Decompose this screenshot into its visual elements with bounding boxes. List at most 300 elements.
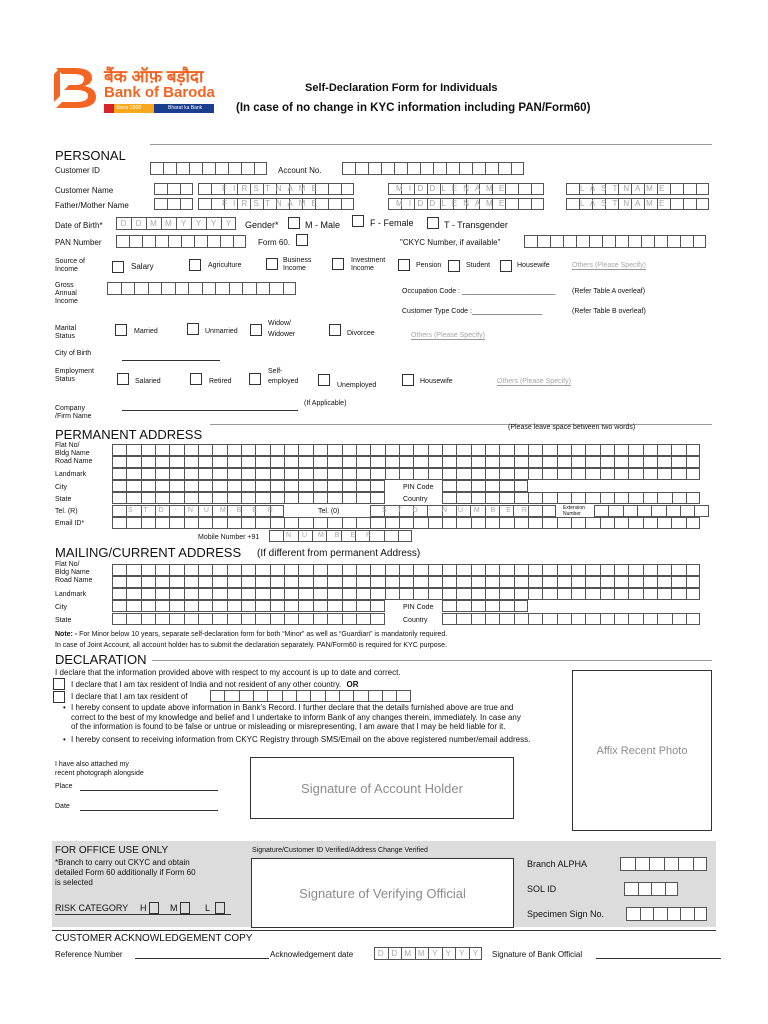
char-cell[interactable] — [600, 564, 614, 576]
char-cell[interactable] — [485, 613, 499, 625]
char-cell[interactable] — [542, 564, 556, 576]
date-line[interactable] — [80, 810, 218, 811]
char-cell[interactable] — [141, 564, 155, 576]
char-cell[interactable] — [227, 480, 241, 492]
char-cell[interactable] — [456, 600, 470, 612]
char-cell[interactable] — [600, 444, 614, 456]
char-cell[interactable] — [413, 456, 427, 468]
salaried-checkbox[interactable] — [117, 373, 129, 385]
char-cell[interactable] — [643, 588, 657, 600]
char-cell[interactable] — [683, 198, 696, 210]
char-cell[interactable] — [184, 613, 198, 625]
char-cell[interactable] — [241, 576, 255, 588]
char-cell[interactable] — [254, 162, 267, 175]
char-cell[interactable] — [628, 517, 642, 529]
char-cell[interactable] — [385, 468, 399, 480]
char-cell[interactable] — [514, 480, 528, 492]
char-cell[interactable] — [270, 588, 284, 600]
char-cell[interactable] — [670, 198, 683, 210]
char-cell[interactable] — [270, 576, 284, 588]
char-cell[interactable] — [385, 456, 399, 468]
char-cell[interactable] — [456, 613, 470, 625]
char-cell[interactable] — [442, 444, 456, 456]
char-cell[interactable] — [505, 183, 518, 195]
char-cell[interactable] — [155, 492, 169, 504]
char-cell[interactable] — [227, 564, 241, 576]
char-cell[interactable] — [141, 600, 155, 612]
char-cell[interactable] — [313, 492, 327, 504]
char-cell[interactable] — [169, 576, 183, 588]
pension-checkbox[interactable] — [398, 259, 410, 271]
char-cell[interactable] — [270, 480, 284, 492]
char-cell[interactable] — [385, 444, 399, 456]
char-cell[interactable] — [643, 613, 657, 625]
char-cell[interactable] — [585, 588, 599, 600]
char-cell[interactable] — [628, 613, 642, 625]
char-cell[interactable] — [600, 613, 614, 625]
unemployed-checkbox[interactable] — [318, 374, 330, 386]
char-cell[interactable] — [589, 235, 602, 248]
char-cell[interactable] — [471, 564, 485, 576]
risk-l-box[interactable] — [215, 902, 225, 914]
char-cell[interactable] — [370, 613, 384, 625]
char-cell[interactable] — [456, 456, 470, 468]
char-cell[interactable] — [188, 282, 202, 295]
char-cell[interactable] — [198, 588, 212, 600]
char-cell[interactable] — [667, 907, 681, 921]
char-cell[interactable] — [671, 564, 685, 576]
char-cell[interactable] — [155, 480, 169, 492]
char-cell[interactable] — [202, 282, 216, 295]
specimen-field[interactable] — [626, 907, 707, 921]
char-cell[interactable] — [542, 588, 556, 600]
char-cell[interactable] — [628, 588, 642, 600]
char-cell[interactable] — [198, 456, 212, 468]
char-cell[interactable] — [399, 564, 413, 576]
char-cell[interactable] — [542, 517, 556, 529]
char-cell[interactable] — [671, 517, 685, 529]
char-cell[interactable] — [255, 576, 269, 588]
char-cell[interactable] — [399, 517, 413, 529]
char-cell[interactable] — [126, 517, 140, 529]
char-cell[interactable] — [224, 690, 238, 702]
char-cell[interactable] — [368, 690, 382, 702]
char-cell[interactable] — [126, 613, 140, 625]
char-cell[interactable] — [693, 235, 706, 248]
char-cell[interactable] — [557, 564, 571, 576]
char-cell[interactable] — [637, 505, 651, 517]
char-cell[interactable] — [694, 505, 708, 517]
char-cell[interactable] — [116, 235, 129, 248]
char-cell[interactable] — [370, 564, 384, 576]
char-cell[interactable] — [227, 444, 241, 456]
perm-row-1[interactable] — [112, 444, 700, 456]
char-cell[interactable] — [528, 564, 542, 576]
agriculture-checkbox[interactable] — [189, 259, 201, 271]
char-cell[interactable] — [169, 564, 183, 576]
char-cell[interactable] — [241, 456, 255, 468]
char-cell[interactable] — [471, 576, 485, 588]
char-cell[interactable] — [155, 444, 169, 456]
char-cell[interactable] — [126, 468, 140, 480]
char-cell[interactable] — [169, 517, 183, 529]
char-cell[interactable] — [485, 456, 499, 468]
char-cell[interactable] — [112, 517, 126, 529]
char-cell[interactable] — [528, 456, 542, 468]
char-cell[interactable] — [255, 588, 269, 600]
char-cell[interactable] — [310, 690, 324, 702]
char-cell[interactable] — [396, 690, 410, 702]
photo-box[interactable] — [572, 670, 712, 831]
char-cell[interactable] — [112, 588, 126, 600]
char-cell[interactable] — [184, 600, 198, 612]
char-cell[interactable] — [399, 468, 413, 480]
char-cell[interactable] — [442, 576, 456, 588]
char-cell[interactable] — [256, 282, 270, 295]
char-cell[interactable] — [298, 613, 312, 625]
char-cell[interactable] — [485, 162, 498, 175]
char-cell[interactable] — [342, 600, 356, 612]
char-cell[interactable] — [198, 613, 212, 625]
char-cell[interactable] — [298, 600, 312, 612]
char-cell[interactable] — [284, 600, 298, 612]
char-cell[interactable] — [600, 468, 614, 480]
char-cell[interactable] — [167, 183, 180, 195]
char-cell[interactable] — [514, 588, 528, 600]
char-cell[interactable] — [585, 492, 599, 504]
char-cell[interactable] — [126, 480, 140, 492]
char-cell[interactable] — [683, 183, 696, 195]
char-cell[interactable] — [169, 456, 183, 468]
char-cell[interactable] — [485, 468, 499, 480]
char-cell[interactable] — [313, 444, 327, 456]
char-cell[interactable] — [651, 505, 665, 517]
char-cell[interactable] — [198, 576, 212, 588]
char-cell[interactable] — [528, 576, 542, 588]
char-cell[interactable] — [585, 468, 599, 480]
char-cell[interactable] — [342, 613, 356, 625]
char-cell[interactable] — [253, 690, 267, 702]
char-cell[interactable] — [148, 282, 162, 295]
char-cell[interactable] — [342, 480, 356, 492]
char-cell[interactable] — [370, 468, 384, 480]
investment-income-checkbox[interactable] — [332, 258, 344, 270]
char-cell[interactable] — [413, 588, 427, 600]
char-cell[interactable] — [313, 564, 327, 576]
char-cell[interactable] — [325, 690, 339, 702]
char-cell[interactable] — [356, 564, 370, 576]
char-cell[interactable] — [433, 162, 446, 175]
char-cell[interactable] — [643, 564, 657, 576]
char-cell[interactable] — [608, 505, 622, 517]
char-cell[interactable] — [212, 600, 226, 612]
char-cell[interactable] — [499, 588, 513, 600]
char-cell[interactable] — [485, 576, 499, 588]
char-cell[interactable] — [370, 480, 384, 492]
char-cell[interactable] — [210, 690, 224, 702]
char-cell[interactable] — [255, 517, 269, 529]
char-cell[interactable] — [126, 564, 140, 576]
char-cell[interactable] — [471, 492, 485, 504]
divorcee-checkbox[interactable] — [329, 324, 341, 336]
char-cell[interactable] — [472, 162, 485, 175]
char-cell[interactable] — [686, 613, 700, 625]
char-cell[interactable] — [542, 492, 556, 504]
place-line[interactable] — [80, 790, 218, 791]
char-cell[interactable] — [370, 517, 384, 529]
char-cell[interactable] — [628, 456, 642, 468]
char-cell[interactable] — [141, 444, 155, 456]
char-cell[interactable] — [657, 468, 671, 480]
char-cell[interactable] — [557, 576, 571, 588]
char-cell[interactable] — [227, 468, 241, 480]
char-cell[interactable] — [505, 198, 518, 210]
char-cell[interactable] — [628, 576, 642, 588]
char-cell[interactable] — [270, 456, 284, 468]
char-cell[interactable] — [284, 588, 298, 600]
char-cell[interactable] — [657, 564, 671, 576]
char-cell[interactable] — [665, 882, 679, 896]
char-cell[interactable] — [696, 183, 709, 195]
gender-male-checkbox[interactable] — [288, 217, 300, 229]
char-cell[interactable] — [255, 468, 269, 480]
marital-others-specify[interactable]: Others (Please Specify) — [411, 332, 485, 339]
char-cell[interactable] — [342, 576, 356, 588]
char-cell[interactable] — [693, 857, 708, 871]
char-cell[interactable] — [370, 600, 384, 612]
char-cell[interactable] — [557, 517, 571, 529]
char-cell[interactable] — [282, 690, 296, 702]
char-cell[interactable] — [270, 600, 284, 612]
char-cell[interactable] — [167, 198, 180, 210]
char-cell[interactable] — [643, 444, 657, 456]
char-cell[interactable] — [471, 480, 485, 492]
char-cell[interactable] — [356, 613, 370, 625]
char-cell[interactable] — [241, 162, 254, 175]
char-cell[interactable] — [180, 198, 193, 210]
char-cell[interactable] — [485, 444, 499, 456]
char-cell[interactable] — [413, 564, 427, 576]
salary-checkbox[interactable] — [112, 261, 124, 273]
form60-checkbox[interactable] — [296, 234, 308, 246]
char-cell[interactable] — [141, 492, 155, 504]
char-cell[interactable] — [542, 576, 556, 588]
char-cell[interactable] — [528, 517, 542, 529]
char-cell[interactable] — [126, 588, 140, 600]
char-cell[interactable] — [198, 564, 212, 576]
others-specify[interactable]: Others (Please Specify) — [572, 262, 646, 269]
char-cell[interactable] — [184, 492, 198, 504]
char-cell[interactable] — [384, 530, 398, 542]
char-cell[interactable] — [671, 576, 685, 588]
char-cell[interactable] — [202, 162, 215, 175]
char-cell[interactable] — [356, 576, 370, 588]
char-cell[interactable] — [643, 576, 657, 588]
char-cell[interactable] — [284, 444, 298, 456]
char-cell[interactable] — [327, 613, 341, 625]
char-cell[interactable] — [255, 480, 269, 492]
char-cell[interactable] — [686, 456, 700, 468]
emp-housewife-checkbox[interactable] — [402, 374, 414, 386]
char-cell[interactable] — [671, 444, 685, 456]
char-cell[interactable] — [571, 564, 585, 576]
char-cell[interactable] — [169, 613, 183, 625]
married-checkbox[interactable] — [115, 324, 127, 336]
char-cell[interactable] — [255, 444, 269, 456]
char-cell[interactable] — [126, 444, 140, 456]
char-cell[interactable] — [233, 235, 246, 248]
char-cell[interactable] — [485, 588, 499, 600]
perm-row-3[interactable] — [112, 468, 700, 480]
char-cell[interactable] — [284, 576, 298, 588]
branch-alpha-field[interactable] — [620, 857, 707, 871]
char-cell[interactable] — [398, 530, 412, 542]
char-cell[interactable] — [356, 517, 370, 529]
char-cell[interactable] — [212, 480, 226, 492]
char-cell[interactable] — [557, 444, 571, 456]
student-checkbox[interactable] — [448, 260, 460, 272]
char-cell[interactable] — [356, 492, 370, 504]
char-cell[interactable] — [267, 690, 281, 702]
char-cell[interactable] — [184, 588, 198, 600]
char-cell[interactable] — [542, 613, 556, 625]
char-cell[interactable] — [121, 282, 135, 295]
char-cell[interactable] — [198, 183, 211, 195]
char-cell[interactable] — [485, 564, 499, 576]
char-cell[interactable] — [134, 282, 148, 295]
risk-h-box[interactable] — [149, 902, 159, 914]
char-cell[interactable] — [112, 492, 126, 504]
char-cell[interactable] — [499, 517, 513, 529]
char-cell[interactable] — [499, 456, 513, 468]
ckyc-field[interactable] — [524, 235, 706, 248]
char-cell[interactable] — [614, 613, 628, 625]
mail-country-row[interactable] — [442, 613, 700, 625]
char-cell[interactable] — [671, 588, 685, 600]
char-cell[interactable] — [511, 162, 524, 175]
char-cell[interactable] — [514, 456, 528, 468]
char-cell[interactable] — [514, 444, 528, 456]
char-cell[interactable] — [154, 198, 167, 210]
retired-checkbox[interactable] — [190, 373, 202, 385]
char-cell[interactable] — [456, 480, 470, 492]
char-cell[interactable] — [241, 444, 255, 456]
mail-row-1[interactable] — [112, 564, 700, 576]
char-cell[interactable] — [284, 456, 298, 468]
char-cell[interactable] — [671, 468, 685, 480]
risk-m-box[interactable] — [180, 902, 190, 914]
char-cell[interactable] — [600, 588, 614, 600]
char-cell[interactable] — [542, 505, 556, 517]
char-cell[interactable] — [112, 613, 126, 625]
char-cell[interactable] — [649, 857, 664, 871]
char-cell[interactable] — [298, 456, 312, 468]
perm-city-row[interactable] — [112, 480, 385, 492]
char-cell[interactable] — [327, 492, 341, 504]
char-cell[interactable] — [255, 492, 269, 504]
char-cell[interactable] — [442, 613, 456, 625]
char-cell[interactable] — [155, 564, 169, 576]
char-cell[interactable] — [442, 588, 456, 600]
char-cell[interactable] — [382, 690, 396, 702]
char-cell[interactable] — [628, 468, 642, 480]
char-cell[interactable] — [585, 444, 599, 456]
char-cell[interactable] — [614, 576, 628, 588]
char-cell[interactable] — [602, 235, 615, 248]
char-cell[interactable] — [227, 600, 241, 612]
char-cell[interactable] — [585, 564, 599, 576]
perm-pin-row[interactable] — [442, 480, 528, 492]
char-cell[interactable] — [327, 588, 341, 600]
char-cell[interactable] — [212, 576, 226, 588]
char-cell[interactable] — [241, 564, 255, 576]
char-cell[interactable] — [227, 613, 241, 625]
char-cell[interactable] — [442, 456, 456, 468]
char-cell[interactable] — [181, 235, 194, 248]
company-line[interactable] — [122, 410, 298, 411]
char-cell[interactable] — [499, 492, 513, 504]
char-cell[interactable] — [485, 600, 499, 612]
char-cell[interactable] — [456, 444, 470, 456]
char-cell[interactable] — [670, 183, 683, 195]
char-cell[interactable] — [499, 600, 513, 612]
housewife-checkbox[interactable] — [500, 260, 512, 272]
char-cell[interactable] — [368, 162, 381, 175]
mail-row-3[interactable] — [112, 588, 700, 600]
char-cell[interactable] — [212, 468, 226, 480]
char-cell[interactable] — [413, 517, 427, 529]
char-cell[interactable] — [296, 690, 310, 702]
char-cell[interactable] — [686, 576, 700, 588]
char-cell[interactable] — [585, 576, 599, 588]
char-cell[interactable] — [557, 588, 571, 600]
char-cell[interactable] — [342, 492, 356, 504]
char-cell[interactable] — [356, 588, 370, 600]
char-cell[interactable] — [667, 235, 680, 248]
self-employed-checkbox[interactable] — [249, 373, 261, 385]
char-cell[interactable] — [154, 183, 167, 195]
char-cell[interactable] — [313, 480, 327, 492]
char-cell[interactable] — [614, 517, 628, 529]
char-cell[interactable] — [600, 576, 614, 588]
char-cell[interactable] — [270, 517, 284, 529]
char-cell[interactable] — [628, 564, 642, 576]
char-cell[interactable] — [356, 444, 370, 456]
father-name-salutation[interactable] — [154, 198, 193, 210]
char-cell[interactable] — [212, 456, 226, 468]
char-cell[interactable] — [342, 468, 356, 480]
char-cell[interactable] — [241, 588, 255, 600]
mail-row-2[interactable] — [112, 576, 700, 588]
char-cell[interactable] — [212, 444, 226, 456]
char-cell[interactable] — [141, 576, 155, 588]
char-cell[interactable] — [184, 480, 198, 492]
char-cell[interactable] — [141, 480, 155, 492]
char-cell[interactable] — [399, 456, 413, 468]
char-cell[interactable] — [399, 588, 413, 600]
char-cell[interactable] — [112, 444, 126, 456]
char-cell[interactable] — [585, 456, 599, 468]
char-cell[interactable] — [499, 576, 513, 588]
char-cell[interactable] — [342, 444, 356, 456]
char-cell[interactable] — [227, 588, 241, 600]
tax-other-checkbox[interactable] — [53, 691, 65, 703]
char-cell[interactable] — [428, 456, 442, 468]
char-cell[interactable] — [284, 564, 298, 576]
char-cell[interactable] — [499, 564, 513, 576]
char-cell[interactable] — [399, 576, 413, 588]
char-cell[interactable] — [298, 576, 312, 588]
